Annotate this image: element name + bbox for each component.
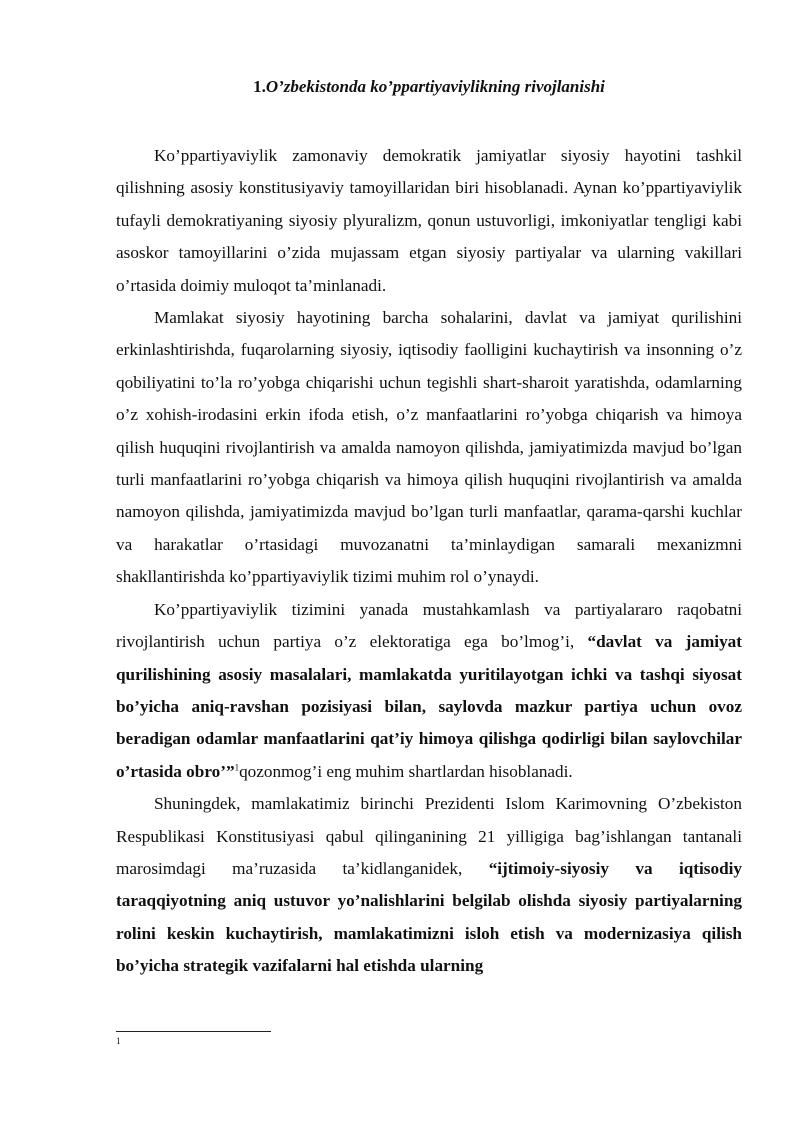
footnote-mark: 1 xyxy=(116,1036,121,1046)
paragraph-4 xyxy=(116,788,742,982)
paragraph-2 xyxy=(116,302,742,594)
section-heading xyxy=(116,76,742,98)
document-body xyxy=(116,140,742,983)
footnote-separator xyxy=(116,1031,271,1032)
paragraph-text: Shuningdek, mamlakatimiz birinchi Prezidenti Islom Karimovning O’zbekiston Respublikasi Konstitusiyasi qabul qilinganining 21 yilligiga bag’ishlangan tantanali marosimdagi ma’ruzasida ta’kidlanganidek, xyxy=(116,794,742,878)
quoted-bold-text: “ijtimoiy-siyosiy va iqtisodiy taraqqiyotning aniq ustuvor yo’nalishlarini belgilab olishda siyosiy partiyalarning rolini keskin kuchaytirish, mamlakatimizni isloh etish va modernizasiya qilish bo’yicha strategik vazifalarni hal etishda ularning xyxy=(116,858,742,976)
heading-number: 1. xyxy=(253,77,266,96)
heading-title: O’zbekistonda ko’ppartiyaviylikning rivojlanishi xyxy=(265,77,605,96)
paragraph-text: Ko’ppartiyaviylik tizimini yanada mustahkamlash va partiyalararo raqobatni rivojlantirish uchun partiya o’z elektoratiga ega bo’lmog’i, xyxy=(116,599,742,652)
paragraph-3 xyxy=(116,594,742,788)
paragraph-text: Ko’ppartiyaviylik zamonaviy demokratik jamiyatlar siyosiy hayotini tashkil qilishning asosiy konstitusiyaviy tamoyillaridan biri hisoblanadi. Aynan ko’ppartiyaviylik tufayli demokratiyaning siyosiy plyuralizm, qonun ustuvorligi, imkoniyatlar tengligi kabi asoskor tamoyillarini o’zida mujassam etgan siyosiy partiyalar va ularning vakillari o’rtasida doimiy muloqot ta’minlanadi. xyxy=(116,146,742,295)
paragraph-text: Mamlakat siyosiy hayotining barcha sohalarini, davlat va jamiyat qurilishini erkinlashtirishda, fuqarolarning siyosiy, iqtisodiy faolligini kuchaytirish va insonning o’z qobiliyatini to’la ro’yobga chiqarishi uchun tegishli shart-sharoit yaratishda, odamlarning o’z xohish-irodasini erkin ifoda etish, o’z manfaatlarini ro’yobga chiqarish va himoya qilish huquqini rivojlantirish va amalda namoyon qilishda, jamiyatimizda mavjud bo’lgan turli manfaatlarini ro’yobga chiqarish va himoya qilish huquqini rivojlantirish va amalda namoyon qilishda, jamiyatimizda mavjud bo’lgan turli manfaatlar, qarama-qarshi kuchlar va harakatlar o’rtasidagi muvozanatni ta’minlaydigan samarali mexanizmni shakllantirishda ko’ppartiyaviylik tizimi muhim rol o’ynaydi. xyxy=(116,308,742,587)
paragraph-text: qozonmog’i eng muhim shartlardan hisoblanadi. xyxy=(239,761,573,781)
paragraph-1 xyxy=(116,140,742,302)
footnote-reference[interactable]: 1 xyxy=(234,761,240,772)
quoted-bold-text: “davlat va jamiyat qurilishining asosiy masalalari, mamlakatda yuritilayotgan ichki va tashqi siyosat bo’yicha aniq-ravshan pozisiyasi bilan, saylovda mazkur partiya uchun ovoz beradigan odamlar manfaatlarini qat’iy himoya qilishga qodirligi bilan saylovchilar o’rtasida obro’” xyxy=(116,632,742,781)
